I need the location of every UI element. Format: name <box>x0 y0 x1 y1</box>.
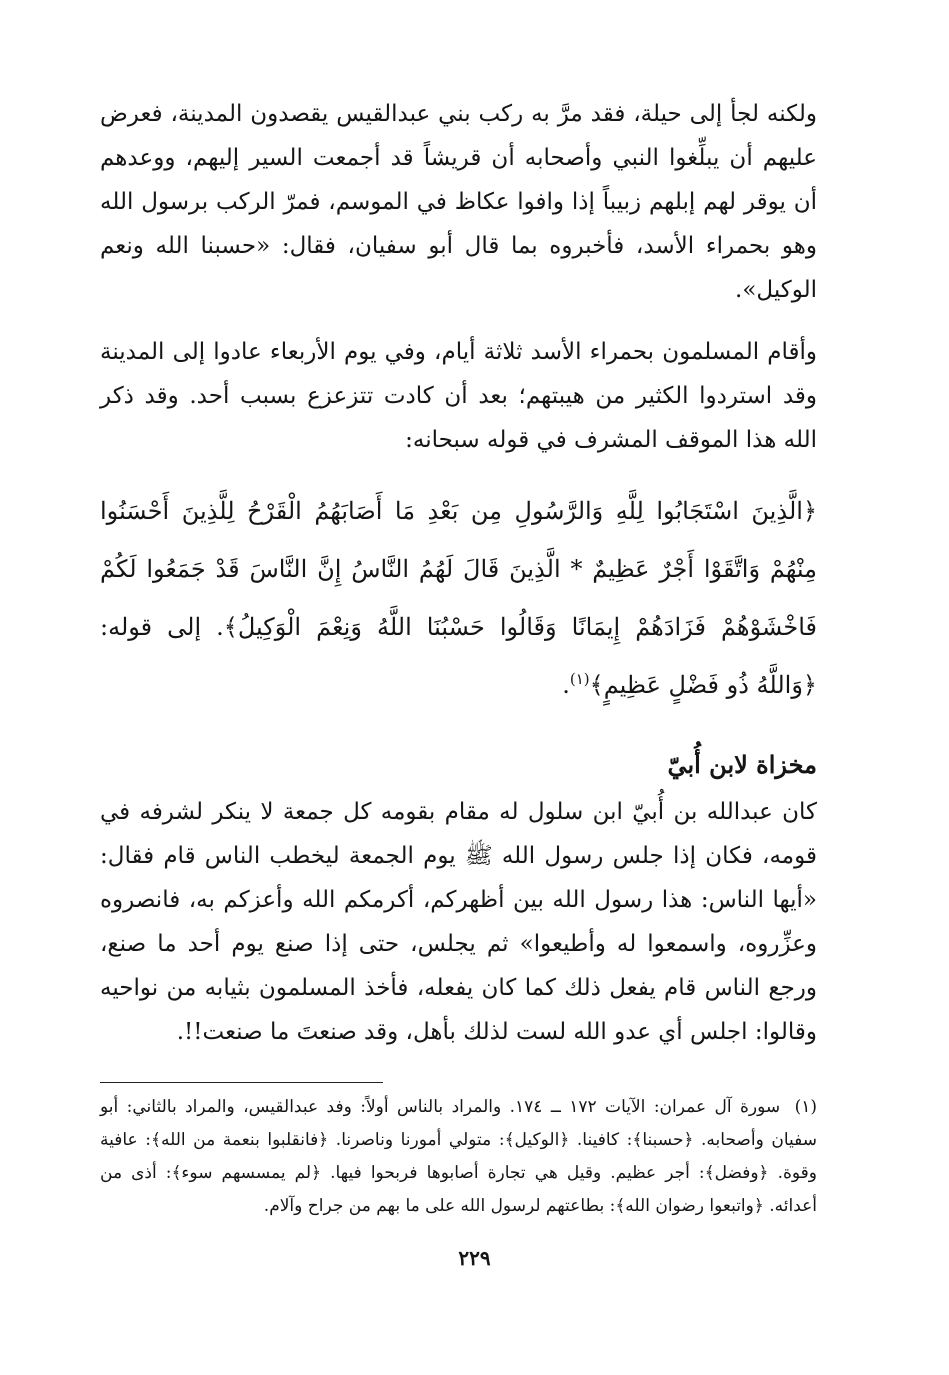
paragraph-1: ولكنه لجأ إلى حيلة، فقد مرَّ به ركب بني عبدالقيس يقصدون المدينة، فعرض عليهم أن يبلِّغوا النبي وأصحابه أن قريشاً قد أجمعت السير إليهم، ووعدهم أن يوقر لهم إبلهم زبيباً إذا وافوا عكاظ في الموسم، فمرّ الركب برسول الله وهو بحمراء الأسد، فأخبروه بما قال أبو سفيان، فقال: «حسبنا الله ونعم الوكيل». <box>100 101 817 303</box>
footnote-divider <box>100 1082 383 1083</box>
footnote-number: (١) <box>794 1097 817 1117</box>
footnote <box>100 1091 817 1223</box>
page-body <box>100 92 817 1223</box>
section-heading: مخزاة لابن أُبيّ <box>667 750 817 779</box>
quran-text: ﴿الَّذِينَ اسْتَجَابُوا لِلَّهِ وَالرَّسُولِ مِن بَعْدِ مَا أَصَابَهُمُ الْقَرْحُ لِلَّذِينَ أَحْسَنُوا مِنْهُمْ وَاتَّقَوْا أَجْرٌ عَظِيمٌ * الَّذِينَ قَالَ لَهُمُ النَّاسُ إِنَّ النَّاسَ قَدْ جَمَعُوا لَكُمْ فَاخْشَوْهُمْ فَزَادَهُمْ إِيمَانًا وَقَالُوا حَسْبُنَا اللَّهُ وَنِعْمَ الْوَكِيلُ﴾. إلى قوله: ﴿وَاللَّهُ ذُو فَضْلٍ عَظِيمٍ﴾ <box>100 497 818 699</box>
footnote-text: سورة آل عمران: الآيات ١٧٢ ــ ١٧٤. والمراد بالناس أولاً: وفد عبدالقيس، والمراد بالثاني: أبو سفيان وأصحابه. ﴿حسبنا﴾: كافينا. ﴿الوكيل﴾: متولي أمورنا وناصرنا. ﴿فانقلبوا بنعمة من الله﴾: عافية وقوة. ﴿وفضل﴾: أجر عظيم. وقيل هي تجارة أصابوها فربحوا فيها. ﴿لم يمسسهم سوء﴾: أذى من أعدائه. ﴿واتبعوا رضوان الله﴾: بطاعتهم لرسول الله على ما بهم من جراح وآلام. <box>100 1097 817 1216</box>
paragraph-2: وأقام المسلمون بحمراء الأسد ثلاثة أيام، وفي يوم الأربعاء عادوا إلى المدينة وقد استردوا الكثير من هيبتهم؛ بعد أن كادت تتزعزع بسبب أحد. وقد ذكر الله هذا الموقف المشرف في قوله سبحانه: <box>100 339 817 453</box>
quran-passage: ﴿الَّذِينَ اسْتَجَابُوا لِلَّهِ وَالرَّسُولِ مِن بَعْدِ مَا أَصَابَهُمُ الْقَرْحُ لِلَّذِينَ أَحْسَنُوا مِنْهُمْ وَاتَّقَوْا أَجْرٌ عَظِيمٌ * الَّذِينَ قَالَ لَهُمُ النَّاسُ إِنَّ النَّاسَ قَدْ جَمَعُوا لَكُمْ فَاخْشَوْهُمْ فَزَادَهُمْ إِيمَانًا وَقَالُوا حَسْبُنَا اللَّهُ وَنِعْمَ الْوَكِيلُ﴾. إلى قوله: ﴿وَاللَّهُ ذُو فَضْلٍ عَظِيمٍ﴾$^{(١)}$. <box>100 497 818 699</box>
footnote-mark: (١) <box>569 670 590 688</box>
section-paragraph: كان عبدالله بن أُبيّ ابن سلول له مقام بقومه كل جمعة لا ينكر لشرفه في قومه، فكان إذا جلس رسول الله ﷺ يوم الجمعة ليخطب الناس قام فقال: «أيها الناس: هذا رسول الله بين أظهركم، أكرمكم الله وأعزكم به، فانصروه وعزِّروه، واسمعوا له وأطيعوا» ثم يجلس، حتى إذا صنع يوم أحد ما صنع، ورجع الناس قام يفعل ذلك كما كان يفعله، فأخذ المسلمون بثيابه من نواحيه وقالوا: اجلس أي عدو الله لست لذلك بأهل، وقد صنعتَ ما صنعت!!. <box>100 799 817 1045</box>
page-number: ٢٢٩ <box>458 1246 491 1270</box>
